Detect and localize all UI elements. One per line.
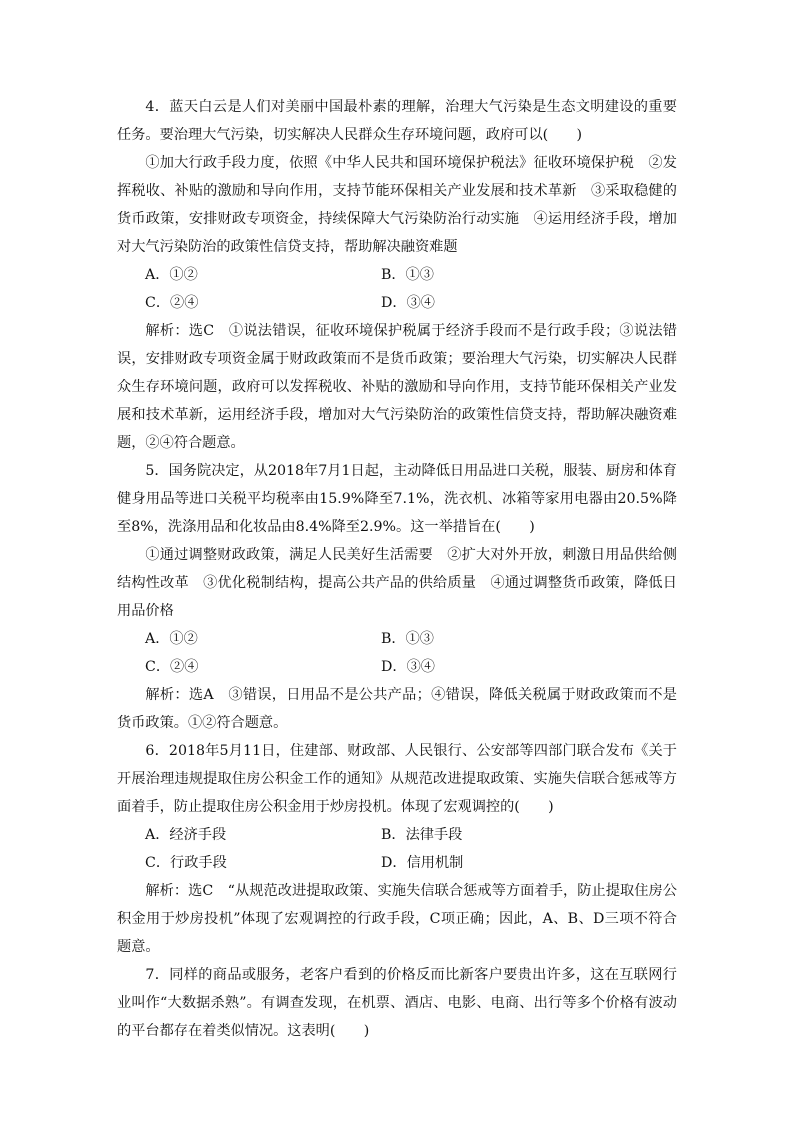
q4-options-row-1 bbox=[117, 261, 677, 289]
q6-options-row-1 bbox=[117, 821, 677, 849]
q6-option-b: B．法律手段 bbox=[381, 827, 463, 843]
q4-option-c: C．②④ bbox=[145, 295, 199, 311]
q5-option-a: A．①② bbox=[145, 631, 198, 647]
q4-option-a: A．①② bbox=[145, 267, 198, 283]
q5-options-row-2 bbox=[117, 653, 677, 681]
q4-stem: 4．蓝天白云是人们对美丽中国最朴素的理解，治理大气污染是生态文明建设的重要任务。要治理大气污染，切实解决人民群众生存环境问题，政府可以( ) bbox=[117, 99, 677, 143]
q4-option-b: B．①③ bbox=[381, 267, 434, 283]
q4-analysis: 解析：选C ①说法错误，征收环境保护税属于经济手段而不是行政手段；③说法错误，安排财政专项资金属于财政政策而不是货币政策；要治理大气污染，切实解决人民群众生存环境问题，政府可以发挥税收、补贴的激励和导向作用，支持节能环保相关产业发展和技术革新，运用经济手段，增加对大气污染防治的政策性信贷支持，帮助解决融资难题，②④符合题意。 bbox=[117, 323, 677, 451]
q6-option-d: D．信用机制 bbox=[381, 855, 464, 871]
q7-stem: 7．同样的商品或服务，老客户看到的价格反而比新客户要贵出许多，这在互联网行业叫作“大数据杀熟”。有调查发现，在机票、酒店、电影、电商、出行等多个价格有波动的平台都存在着类似情况。这表明( ) bbox=[117, 967, 677, 1039]
q6-option-c: C．行政手段 bbox=[145, 855, 227, 871]
q5-option-d: D．③④ bbox=[381, 659, 435, 675]
q6-option-a: A．经济手段 bbox=[145, 827, 227, 843]
q5-stem: 5．国务院决定，从2018年7月1日起，主动降低日用品进口关税，服装、厨房和体育健身用品等进口关税平均税率由15.9%降至7.1%，洗衣机、冰箱等家用电器由20.5%降至8%，洗涤用品和化妆品由8.4%降至2.9%。这一举措旨在( ) bbox=[117, 463, 677, 535]
q5-options-row-1 bbox=[117, 625, 677, 653]
q6-options-row-2 bbox=[117, 849, 677, 877]
q5-option-c: C．②④ bbox=[145, 659, 199, 675]
document-page bbox=[117, 93, 677, 1045]
q6-analysis: 解析：选C “从规范改进提取政策、实施失信联合惩戒等方面着手，防止提取住房公积金用于炒房投机”体现了宏观调控的行政手段，C项正确；因此，A、B、D三项不符合题意。 bbox=[117, 883, 677, 955]
q4-options-row-2 bbox=[117, 289, 677, 317]
q4-option-d: D．③④ bbox=[381, 295, 435, 311]
q4-items: ①加大行政手段力度，依照《中华人民共和国环境保护税法》征收环境保护税 ②发挥税收、补贴的激励和导向作用，支持节能环保相关产业发展和技术革新 ③采取稳健的货币政策，安排财政专项资金，持续保障大气污染防治行动实施 ④运用经济手段，增加对大气污染防治的政策性信贷支持，帮助解决融资难题 bbox=[117, 155, 677, 255]
q5-analysis: 解析：选A ③错误，日用品不是公共产品；④错误，降低关税属于财政政策而不是货币政策。①②符合题意。 bbox=[117, 687, 677, 731]
q5-option-b: B．①③ bbox=[381, 631, 434, 647]
q5-items: ①通过调整财政政策，满足人民美好生活需要 ②扩大对外开放，刺激日用品供给侧结构性改革 ③优化税制结构，提高公共产品的供给质量 ④通过调整货币政策，降低日用品价格 bbox=[117, 547, 677, 619]
q6-stem: 6．2018年5月11日，住建部、财政部、人民银行、公安部等四部门联合发布《关于开展治理违规提取住房公积金工作的通知》从规范改进提取政策、实施失信联合惩戒等方面着手，防止提取住房公积金用于炒房投机。体现了宏观调控的( ) bbox=[117, 743, 677, 815]
